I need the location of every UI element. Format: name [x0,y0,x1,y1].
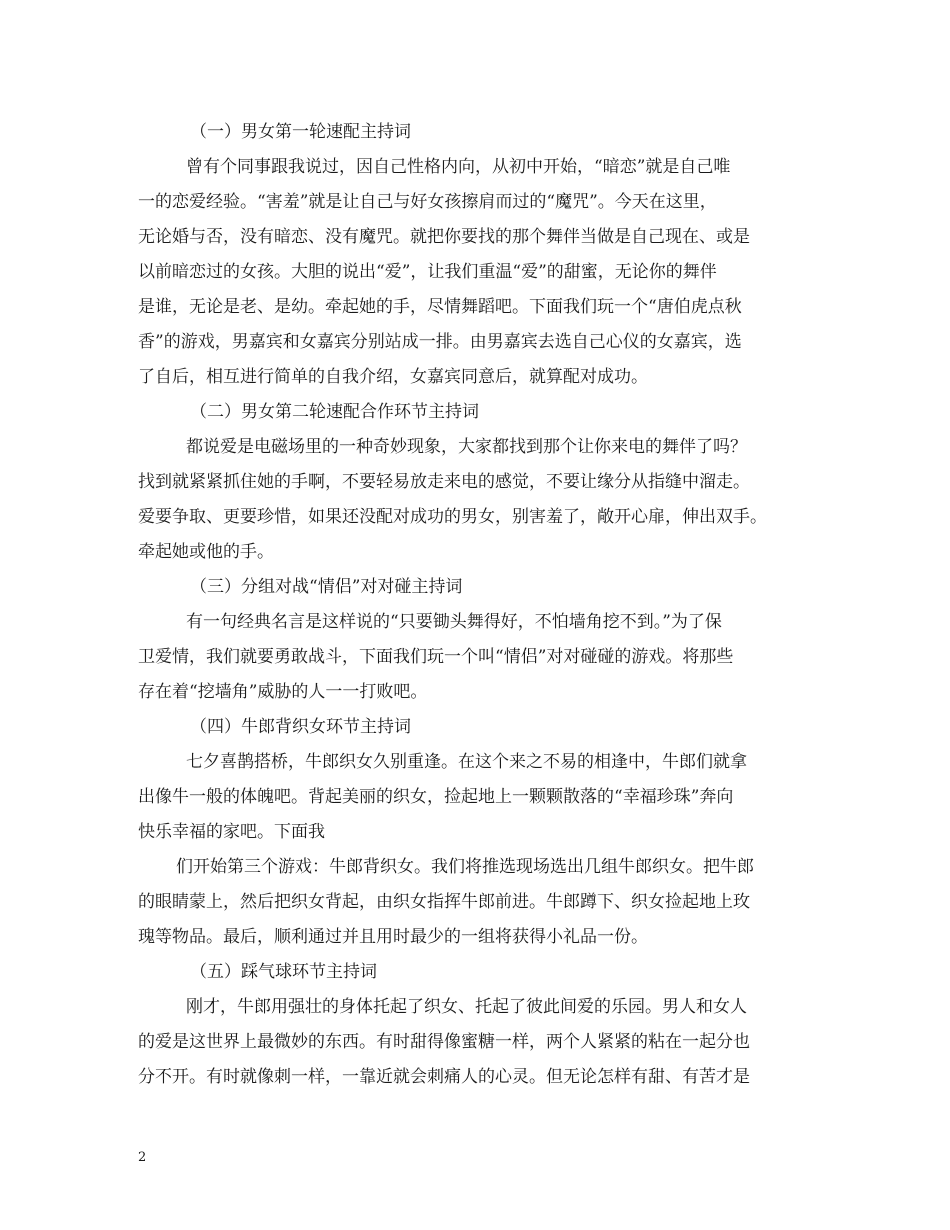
heading-section-3: （三）分组对战“情侣”对对碰主持词 [190,577,463,597]
paragraph-line: 分不开。有时就像刺一样，一靠近就会刺痛人的心灵。但无论怎样有甜、有苦才是 [138,1067,750,1087]
paragraph-line: 曾有个同事跟我说过，因自己性格内向，从初中开始，“暗恋”就是自己唯 [186,157,731,177]
paragraph-line: 的眼睛蒙上，然后把织女背起，由织女指挥牛郎前进。牛郎蹲下、织女捡起地上玫 [138,892,750,912]
paragraph-line: 爱要争取、更要珍惜，如果还没配对成功的男女，别害羞了，敞开心扉，伸出双手。 [138,507,767,527]
paragraph-line: 出像牛一般的体魄吧。背起美丽的织女，捡起地上一颗颗散落的“幸福珍珠”奔向 [138,787,734,807]
paragraph-line: 香”的游戏，男嘉宾和女嘉宾分别站成一排。由男嘉宾去选自己心仪的女嘉宾，选 [138,332,742,352]
paragraph-line: 有一句经典名言是这样说的“只要锄头舞得好，不怕墙角挖不到。”为了保 [186,612,722,632]
paragraph-line: 刚才，牛郎用强壮的身体托起了织女、托起了彼此间爱的乐园。男人和女人 [186,997,747,1017]
paragraph-line: 找到就紧紧抓住她的手啊，不要轻易放走来电的感觉，不要让缘分从指缝中溜走。 [138,472,750,492]
paragraph-line: 是谁，无论是老、是幼。牵起她的手，尽情舞蹈吧。下面我们玩一个“唐伯虎点秋 [138,297,742,317]
page-number: 2 [138,1150,147,1165]
paragraph-line: 七夕喜鹊搭桥，牛郎织女久别重逢。在这个来之不易的相逢中，牛郎们就拿 [186,752,747,772]
paragraph-line: 牵起她或他的手。 [138,542,274,562]
paragraph-line: 卫爱情，我们就要勇敢战斗，下面我们玩一个叫“情侣”对对碰碰的游戏。将那些 [138,647,734,667]
paragraph-line: 存在着“挖墙角”威胁的人一一打败吧。 [138,682,428,702]
paragraph-line: 都说爱是电磁场里的一种奇妙现象，大家都找到那个让你来电的舞伴了吗？ [186,437,747,457]
paragraph-line: 的爱是这世界上最微妙的东西。有时甜得像蜜糖一样，两个人紧紧的粘在一起分也 [138,1032,750,1052]
paragraph-line: 以前暗恋过的女孩。大胆的说出“爱”，让我们重温“爱”的甜蜜，无论你的舞伴 [138,262,717,282]
heading-section-5: （五）踩气球环节主持词 [190,962,377,982]
paragraph-line: 了自后，相互进行简单的自我介绍，女嘉宾同意后，就算配对成功。 [138,367,648,387]
paragraph-line: 瑰等物品。最后，顺利通过并且用时最少的一组将获得小礼品一份。 [138,927,648,947]
paragraph-line: 快乐幸福的家吧。下面我 [138,822,325,842]
paragraph-line: 一的恋爱经验。“害羞”就是让自己与好女孩擦肩而过的“魔咒”。今天在这里， [138,192,717,212]
heading-section-2: （二）男女第二轮速配合作环节主持词 [190,402,479,422]
heading-section-1: （一）男女第一轮速配主持词 [190,122,411,142]
heading-section-4: （四）牛郎背织女环节主持词 [190,717,411,737]
paragraph-line: 无论婚与否，没有暗恋、没有魔咒。就把你要找的那个舞伴当做是自己现在、或是 [138,227,750,247]
paragraph-line: 们开始第三个游戏：牛郎背织女。我们将推选现场选出几组牛郎织女。把牛郎 [176,857,754,877]
